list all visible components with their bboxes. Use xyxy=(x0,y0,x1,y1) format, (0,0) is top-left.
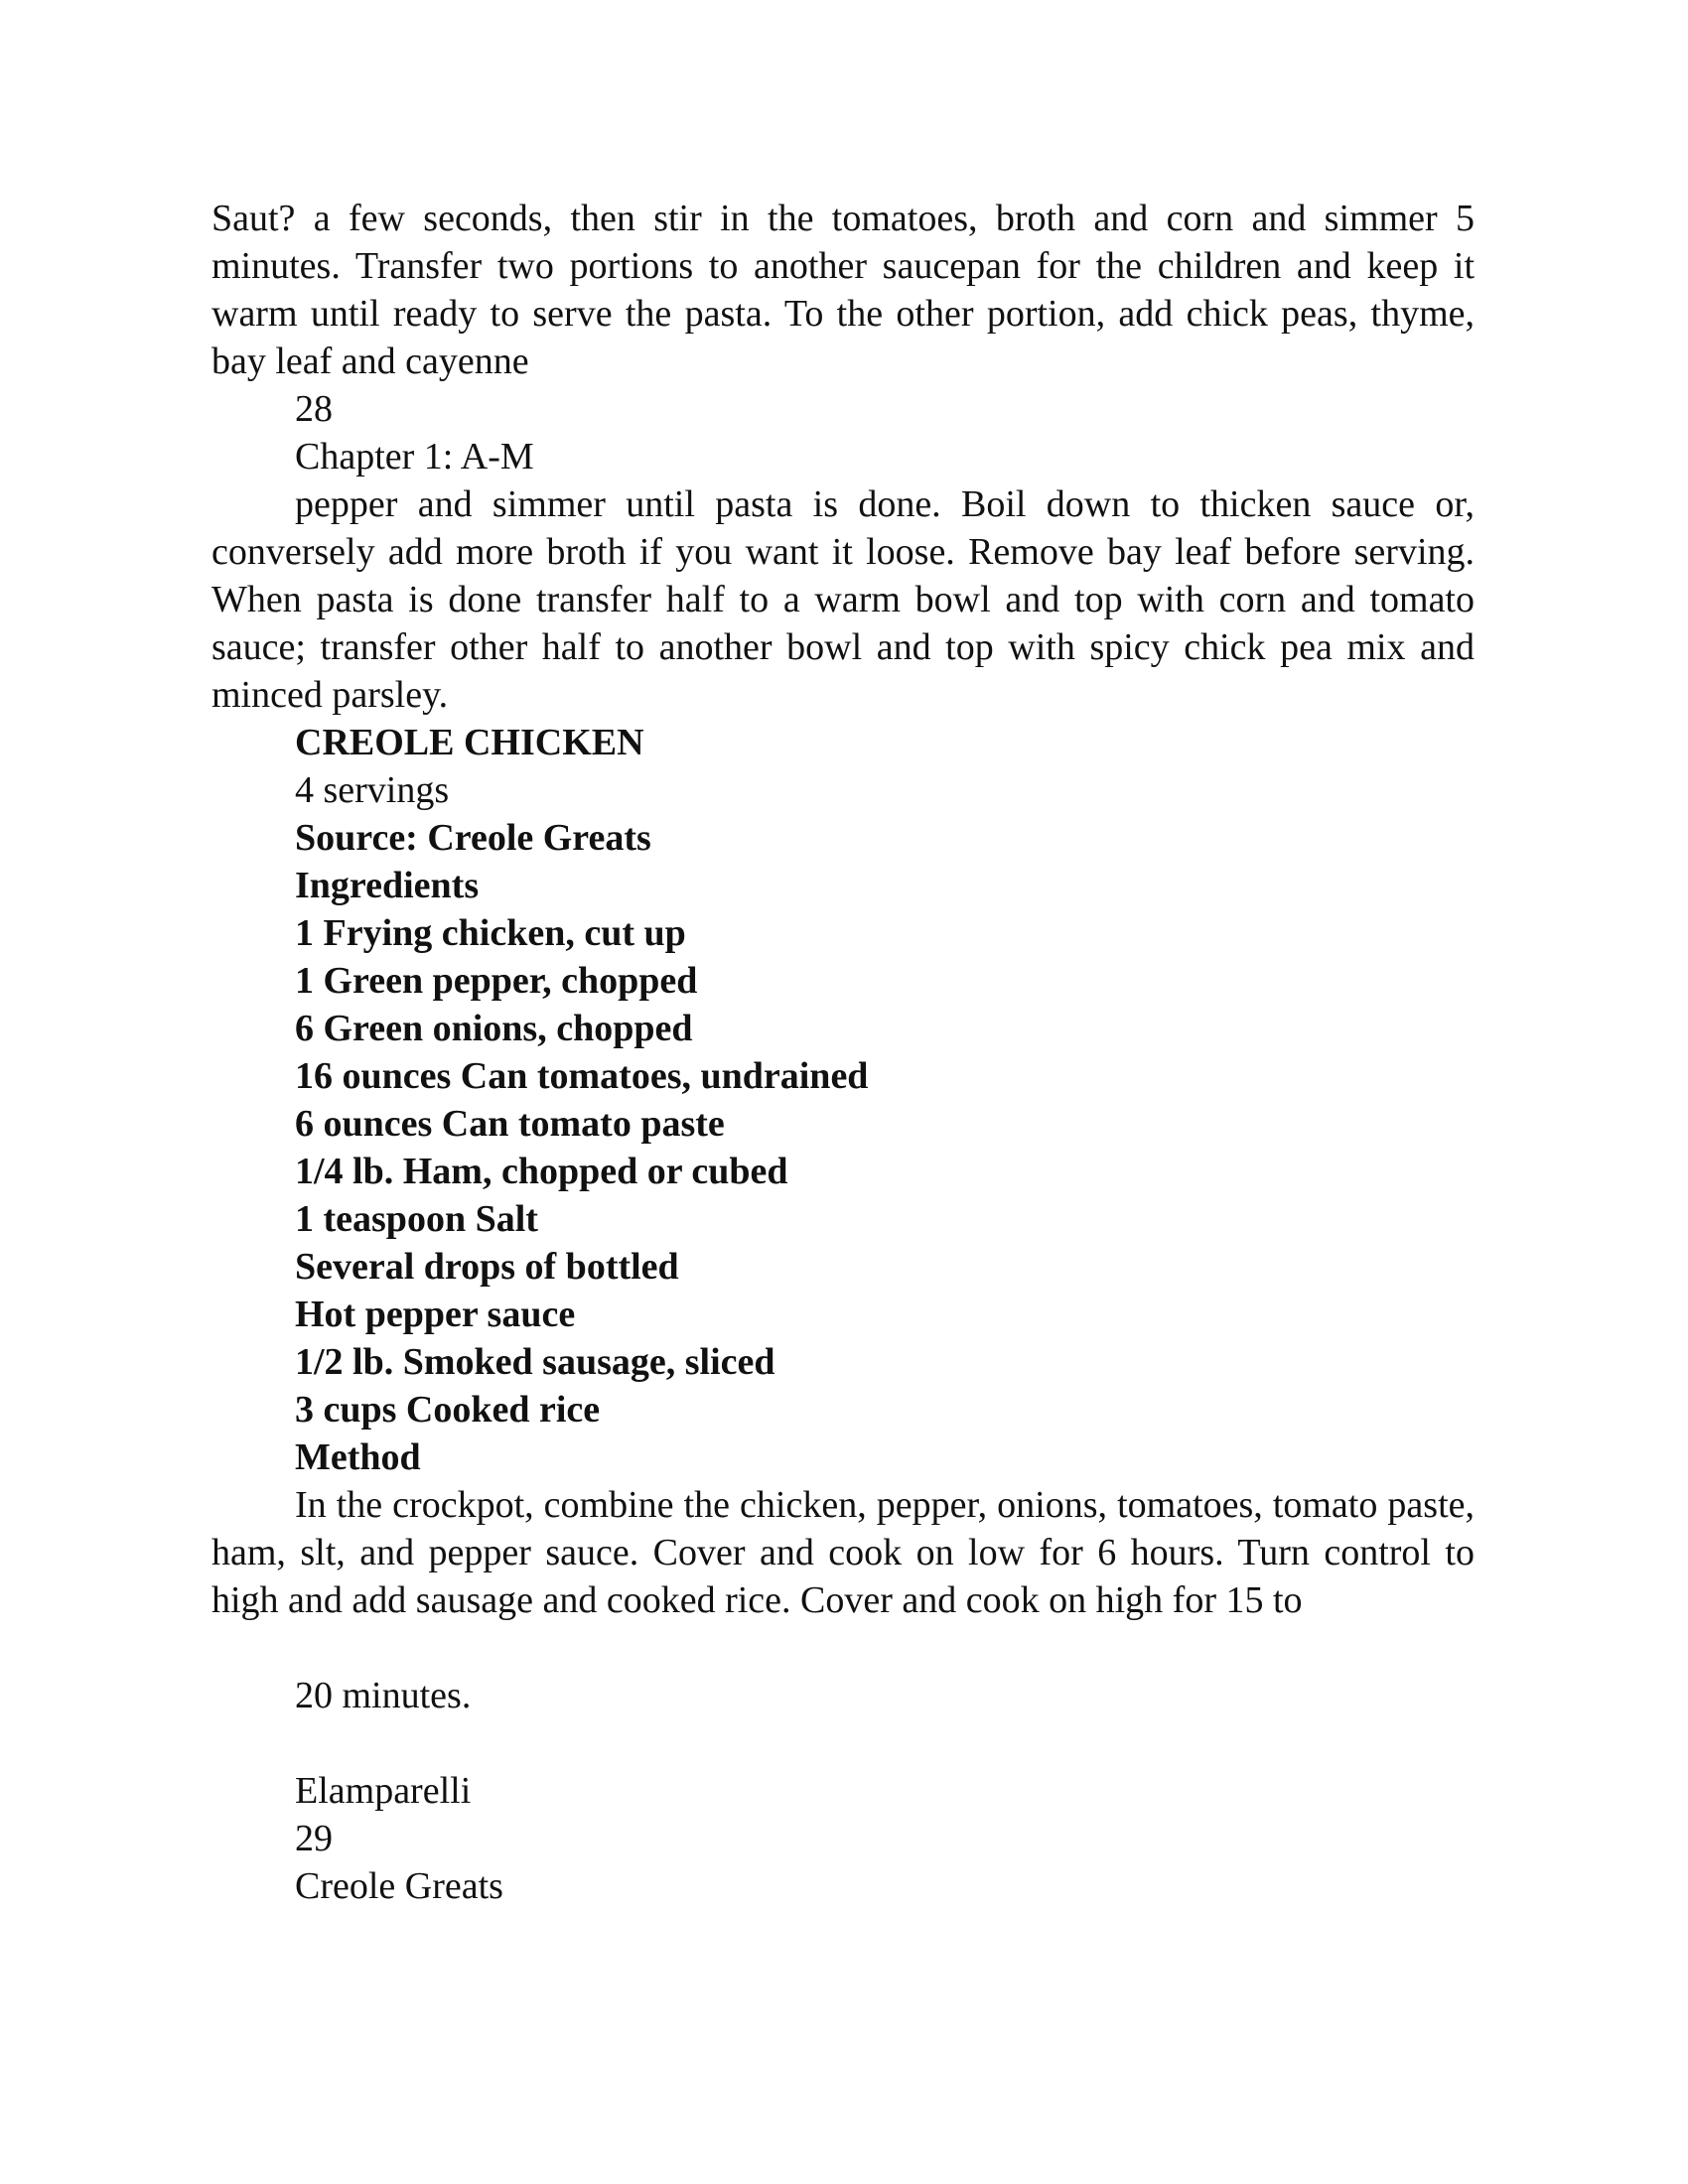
footer-book-title: Creole Greats xyxy=(295,1865,503,1907)
ingredient-item: Several drops of bottled xyxy=(295,1246,679,1288)
ingredient-item: 1/2 lb. Smoked sausage, sliced xyxy=(295,1341,775,1383)
ingredient-item: 1 teaspoon Salt xyxy=(295,1198,538,1240)
ingredient-item: 6 Green onions, chopped xyxy=(295,1008,693,1049)
method-heading: Method xyxy=(295,1436,421,1478)
footer-page-number: 29 xyxy=(295,1818,333,1859)
ingredient-item: 1 Frying chicken, cut up xyxy=(295,912,686,954)
method-text: In the crockpot, combine the chicken, pepper, onions, tomatoes, tomato paste, ham, slt, and pepper sauce. Cover and cook on low for 6 hours. Turn control to high and add sausage and cooked rice. Cover and cook on high for 15 to xyxy=(211,1484,1475,1621)
ingredients-heading: Ingredients xyxy=(295,865,480,906)
recipe-servings: 4 servings xyxy=(295,769,450,811)
page-number-28: 28 xyxy=(295,388,333,430)
method-continued: 20 minutes. xyxy=(295,1675,472,1716)
ingredient-item: Hot pepper sauce xyxy=(295,1294,576,1335)
document-page xyxy=(211,195,1475,1910)
footer-author: Elamparelli xyxy=(295,1770,472,1812)
recipe-source: Source: Creole Greats xyxy=(295,817,651,859)
ingredients-list xyxy=(211,909,1475,1433)
recipe-creole-chicken xyxy=(211,719,1475,1719)
ingredient-item: 1/4 lb. Ham, chopped or cubed xyxy=(295,1151,788,1192)
paragraph-pasta-continued: pepper and simmer until pasta is done. Boil down to thicken sauce or, conversely add more broth if you want it loose. Remove bay leaf before serving. When pasta is done transfer half to a warm bowl and top with corn and tomato sauce; transfer other half to another bowl and top with spicy chick pea mix and minced parsley. xyxy=(211,483,1475,716)
running-header: Chapter 1: A-M xyxy=(295,436,534,478)
ingredient-item: 6 ounces Can tomato paste xyxy=(295,1103,725,1145)
ingredient-item: 1 Green pepper, chopped xyxy=(295,960,698,1002)
page-footer xyxy=(211,1767,1475,1910)
ingredient-item: 16 ounces Can tomatoes, undrained xyxy=(295,1055,869,1097)
recipe-title: CREOLE CHICKEN xyxy=(295,722,644,763)
ingredient-item: 3 cups Cooked rice xyxy=(295,1389,601,1431)
paragraph-pasta-sauce: Saut? a few seconds, then stir in the tomatoes, broth and corn and simmer 5 minutes. Transfer two portions to another saucepan for the children and keep it warm until ready to serve the pasta. To the other portion, add chick peas, thyme, bay leaf and cayenne xyxy=(211,198,1475,382)
